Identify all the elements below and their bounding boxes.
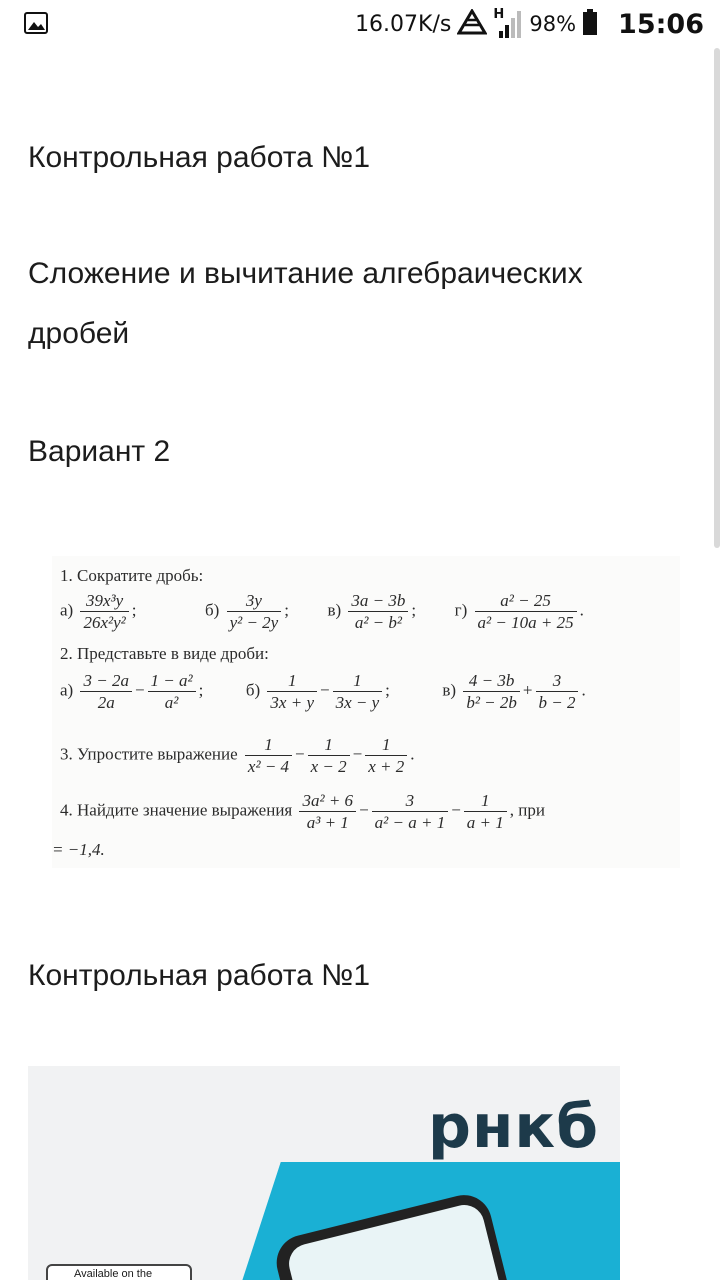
task-4-fraction-2: $\frac{3}{\text{a² − a + 1}}$ <box>372 790 449 833</box>
status-bar <box>0 0 720 48</box>
worksheet-image <box>52 556 680 868</box>
network-type: H <box>493 7 505 22</box>
clock: 15:06 <box>618 8 704 40</box>
task-2-heading: 2. Представьте в виде дроби: <box>60 644 269 663</box>
scrollbar[interactable] <box>714 48 720 548</box>
variant-label: Вариант 2 <box>28 435 171 468</box>
signal-icon <box>493 9 523 39</box>
task-3-fraction-1: $\frac{1}{\text{x² − 4}}$ <box>245 734 292 777</box>
task-2-b-label: б) <box>245 680 261 700</box>
task-3-fraction-2: $\frac{1}{x - 2}$ <box>308 734 350 777</box>
task-2-items: а) $\frac{3 - 2a}{2a}$ − $\frac{\text{1 − a²}}{\text{a²}}$ ; б) $\frac{1}{3x + y}$ − $\frac{1}{3x - y}$ ; в) $\frac{4 - 3b}{\text{b² − 2b}}$ + $\frac{3}{b - 2}$ . <box>60 671 586 712</box>
task-3-heading: 3. Упростите выражение <box>60 744 238 764</box>
task-1-c-label: в) <box>327 600 342 620</box>
article-title-repeat: Контрольная работа №1 <box>28 959 371 992</box>
task-4-fraction-1: $\frac{\text{3a² + 6}}{\text{a³ + 1}}$ <box>299 790 356 833</box>
task-4-value: = −1,4. <box>52 840 105 859</box>
task-1-a-label: а) <box>60 600 74 620</box>
data-saver-icon <box>457 9 487 39</box>
ad-banner[interactable] <box>28 1066 620 1280</box>
task-2-c-label: в) <box>442 680 457 700</box>
task-1-c-fraction: $\frac{3a - 3b}{\text{a² − b²}}$ <box>348 590 408 633</box>
task-2-b-fraction-1: $\frac{1}{3x + y}$ <box>267 670 317 713</box>
task-1-items: а) $\frac{\text{39x³y}}{\text{26x²y²}}$ ; б) $\frac{3y}{\text{y² − 2y}}$ ; в) $\frac{3a - 3b}{\text{a² − b²}}$ ; г) $\frac{\text{a² − 25}}{\text{a² − 10a + 25}}$ . <box>60 591 584 632</box>
task-1-heading: 1. Сократите дробь: <box>60 566 204 585</box>
battery-level: 98% <box>529 12 577 36</box>
article-title: Контрольная работа №1 <box>28 141 371 174</box>
task-1-a-fraction: $\frac{\text{39x³y}}{\text{26x²y²}}$ <box>80 590 128 633</box>
battery-icon <box>582 9 598 39</box>
app-store-badge-text: Available on the <box>74 1268 153 1280</box>
task-3-line: 3. Упростите выражение $\frac{1}{\text{x² − 4}}$ − $\frac{1}{x - 2}$ − $\frac{1}{x + 2}$ . <box>60 735 415 776</box>
task-1-d-label: г) <box>454 600 468 620</box>
task-2-a-label: а) <box>60 680 74 700</box>
task-2-c-fraction-2: $\frac{3}{b - 2}$ <box>536 670 579 713</box>
task-1-d-fraction: $\frac{\text{a² − 25}}{\text{a² − 10a + 25}}$ <box>475 590 577 633</box>
task-2-c-fraction-1: $\frac{4 - 3b}{\text{b² − 2b}}$ <box>463 670 520 713</box>
image-icon <box>24 12 48 39</box>
task-2-b-fraction-2: $\frac{1}{3x - y}$ <box>333 670 383 713</box>
task-4-tail: , при <box>509 800 545 820</box>
app-store-badge[interactable] <box>46 1264 192 1280</box>
status-indicators <box>355 0 704 48</box>
network-speed: 16.07K/s <box>355 11 452 37</box>
task-1-b-label: б) <box>205 600 220 620</box>
task-4-heading: 4. Найдите значение выражения <box>60 800 293 820</box>
task-4-fraction-3: $\frac{1}{a + 1}$ <box>464 790 507 833</box>
article-subtitle: Сложение и вычитание алгебраических дробей <box>28 257 583 350</box>
task-1-b-fraction: $\frac{3y}{\text{y² − 2y}}$ <box>227 590 282 633</box>
task-4-line: 4. Найдите значение выражения $\frac{\text{3a² + 6}}{\text{a³ + 1}}$ − $\frac{3}{\text{a² − a + 1}}$ − $\frac{1}{a + 1}$ , при <box>60 791 545 832</box>
task-3-fraction-3: $\frac{1}{x + 2}$ <box>365 734 407 777</box>
ad-brand-logo: рнкб <box>428 1092 600 1162</box>
task-2-a-fraction-1: $\frac{3 - 2a}{2a}$ <box>80 670 131 713</box>
task-2-a-fraction-2: $\frac{\text{1 − a²}}{\text{a²}}$ <box>148 670 196 713</box>
